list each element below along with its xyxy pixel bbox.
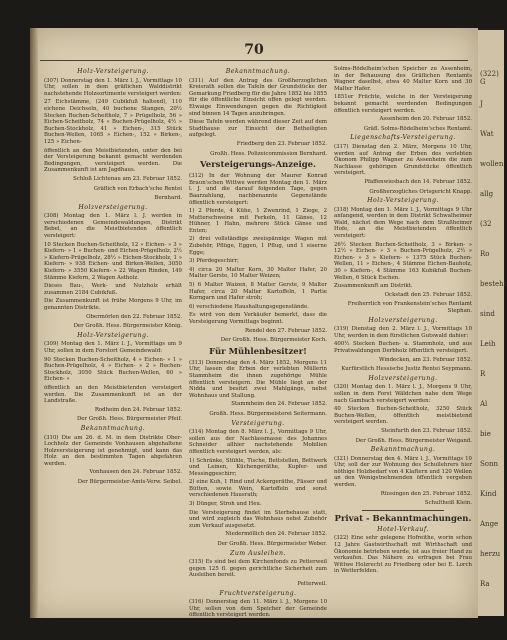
notice-paragraph: 3) Pferdegeschirr;	[189, 258, 239, 265]
signature-line: Der Großh. Hess. Bürgermeister Weigand.	[355, 437, 472, 444]
signature-line: Stammheim den 24. Februar 1852.	[231, 401, 327, 408]
signature-line: Großh. Hess. Bürgermeisterei Seitermann.	[209, 410, 327, 417]
notice-paragraph: 4) circa 20 Malter Korn, 30 Malter Hafer, 20 Malter Gerste, 10 Malter Weizen;	[189, 266, 327, 280]
notice-paragraph: (318) Montag den 1. März l. J., Vormittags 9 Uhr anfangend, werden in dem Distrikt Schwalheimer Wald, nächst dem Wege nach dem Straßheimer Hofe, an die Meistbietenden öffentlich versteigert:	[334, 206, 472, 240]
adjacent-page-fragment: Ange	[480, 520, 499, 528]
adjacent-page-fragment: Wat	[480, 130, 494, 138]
signature-line: Der Bürgermeister-Amts-Verw. Seibel.	[77, 479, 182, 486]
signature-line: Petterweil.	[297, 581, 327, 587]
signature-line: Gräflich von Erbach'sche Rentei	[93, 185, 182, 192]
notice-paragraph: Die Versteigerung findet im Sterbehause statt, und wird zugleich das Wohnhaus nebst Zubehör zum Verkauf ausgesetzt.	[189, 509, 327, 529]
section-heading: Bekanntmachung.	[370, 446, 436, 454]
notice-paragraph: Es wird von dem Verkäufer bemerkt, dass die Versteigerung Vormittags beginnt.	[189, 312, 327, 325]
adjacent-page-fragment: (322) G	[480, 70, 499, 86]
notice-paragraph: Diese Tafeln werden während dieser Zeit auf dem Stadthause zur Einsicht der Betheiligten aufgelegt.	[189, 119, 327, 139]
signature-line: Pfaffenwiesbach den 14. Februar 1852.	[364, 178, 472, 185]
signature-line: Steinfurth den 23. Februar 1852.	[381, 427, 472, 434]
signature-line: Freiherrlich von Frankenstein'sches Rentamt Stephan.	[347, 301, 472, 314]
adjacent-page-fragment: R	[480, 370, 486, 378]
section-heading: Holz-Versteigerung.	[367, 197, 439, 205]
section-heading: Holz-Versteigerung.	[77, 331, 149, 339]
column-right	[334, 66, 472, 610]
notice-paragraph: Dieses Bau-, Werk- und Nutzholz erhält zusammen 2184 Cubikfuß.	[44, 283, 182, 296]
adjacent-page-fragment: Kind	[480, 490, 497, 498]
signature-line: Großh. Hess. Polizeicommission Bernhard.	[210, 150, 327, 157]
newspaper-page	[30, 28, 478, 618]
adjacent-page-fragment: (32	[480, 220, 492, 228]
signature-line: Niedermöllich den 24. Februar 1852.	[225, 531, 327, 538]
notice-paragraph: (317) Dienstag den 2. März, Morgens 10 Uhr, werden auf Antrag der Erben des verlebten Ökonom Philipp Wagner zu Assenheim die zum Nachlasse gehörigen Grundstücke öffentlich versteigert.	[334, 143, 472, 177]
section-heading: Liegenschafts-Versteigerung.	[350, 134, 456, 142]
section-heading: Bekanntmachung.	[225, 68, 291, 75]
notice-paragraph: öffentlich an den Meistbietenden, unter den bei der Versteigerung bekannt gemacht werdenden Bedingungen, versteigert werden. Die Zusammenkunft ist am Jagdhaus.	[44, 147, 182, 174]
notice-paragraph: (319) Dienstag den 2. März l. J., Vormittags 10 Uhr, werden in dem fürstlichen Gutswald dahier:	[334, 326, 472, 339]
notice-paragraph: (309) Montag den 1. März l. J., Vormittags um 9 Uhr, sollen in dem Forstort Gemeindewald:	[44, 341, 182, 354]
section-heading: Zum Ausleihen.	[230, 549, 286, 557]
notice-paragraph: 1) Schränke, Stühle, Tische, Bettstellen, Bettwerk und Leinen, Küchengeräthe, Kupfer- und Messinggeschirr;	[189, 457, 327, 477]
adjacent-page-fragment: Leih	[480, 340, 496, 348]
notice-paragraph: (320) Montag den 1. März l. J., Morgens 9 Uhr, sollen in dem Forst Wäldchen nahe dem Wege nach Gambach versteigert werden:	[334, 384, 472, 404]
page-spine	[30, 28, 38, 618]
notice-paragraph: (310) Die am 26. d. M. in dem Distrikte Ober-Lochholz der Gemeinde Vonhausen abgehaltene Holzversteigerung ist genehmigt, und kann das Holz an den bestimmten Tagen abgefahren werden.	[44, 434, 182, 467]
adjacent-page-fragment: bie	[480, 430, 491, 438]
section-heading: Holzversteigerung.	[368, 316, 438, 324]
adjacent-page-fragment: J	[480, 100, 483, 108]
adjacent-page-fragment: Ro	[480, 250, 490, 258]
notice-paragraph: Solms-Rödelheim'schen Speicher zu Assenheim, in der Behausung des Gräflichen Rentamts Wagner daselbst, etwa 40 Malter Korn und 30 Malter Hafer.	[334, 66, 472, 92]
adjacent-page-fragment: besteht	[480, 280, 507, 288]
text-columns	[44, 66, 472, 619]
notice-paragraph: (316) Donnerstag den 11. März l. J., Morgens 10 Uhr, sollen von dem Speicher der Gemeinde öffentlich versteigert werden.	[189, 599, 327, 619]
major-heading: Versteigerungs-Anzeige.	[199, 160, 317, 171]
column-middle	[189, 66, 327, 619]
signature-line: Gräfl. Solms-Rödelheim'sches Rentamt.	[363, 125, 472, 132]
signature-line: Kurfürstlich Hessische Justiz Rentei Seypmann.	[341, 366, 472, 373]
notice-paragraph: (321) Donnerstag den 4. März l. J., Vormittags 10 Uhr, soll der zur Wohnung des Schullehrers hier nöthige Holzbedarf von 4 Klaftern und 120 Wellen an den Wenigstnehmenden öffentlich vergeben werden.	[334, 455, 472, 489]
signature-line: Rodheim den 24. Februar 1852.	[94, 406, 182, 413]
notice-paragraph: 26½ Stecken Buchen-Scheitholz, 3 » Birken- » 12½ » Eichen- » 3 » Buchen-Prügelholz, 2½ » Eichen- » 3 » Kiefern- » 1375 Stück Buchen-Wellen, 11 » Eichen-, 4 Stämme Eichen-Bauholz, 30 » Kiefern-, 4 Stämme 163 Kubikfuß Buchen-Wellen, 6 Stück Eschen.	[334, 241, 472, 281]
signature-line: Der Großh. Hess. Bürgermeister Koch.	[220, 337, 327, 344]
section-heading: Holzversteigerung.	[78, 203, 148, 211]
signature-line: Schloß Lichtenau am 23. Februar 1852.	[73, 175, 182, 182]
notice-paragraph: 2) eine Kuh, 1 Rind und Ackergeräthe, Fässer und Bütten, sowie Wein, Kartoffeln und sonst verschiedenen Hausrath;	[189, 479, 327, 499]
notice-paragraph: 6) verschiedene Haushaltungsgegenstände.	[189, 303, 309, 310]
signature-line: Windecken, am 23. Februar 1852.	[378, 356, 472, 363]
notice-paragraph: (311) Auf den Antrag des Großherzoglichen Kreisrath sollen die Tafeln der Grundstücke der Gemarkung Friedberg für die Jahre 1852 bis 1855 für die öffentliche Einsicht offen gelegt werden. Etwaige Einwendungen gegen die Richtigkeit sind binnen 14 Tagen anzubringen.	[189, 77, 327, 117]
signature-line: Rendel den 27. Februar 1852.	[245, 327, 327, 334]
signature-line: Großherzogliches Ortsgericht Knapp.	[369, 188, 472, 195]
section-heading: Hotel-Verkauf.	[377, 525, 429, 533]
page-number: 70	[244, 42, 264, 58]
notice-paragraph: 1851er Früchte, welche in der Versteigerung bekannt gemacht werdenden Bedingungen öffentlich versteigert werden.	[334, 94, 472, 114]
section-heading: Holz-Versteigerung.	[77, 68, 149, 75]
notice-paragraph: 1) 2 Pferde, 4 Kühe, 1 Zwenrind, 1 Ziege, 2 Mutterschweine mit Ferkeln, 11 Gänse, 12 Hühner, 1 Hahn, mehrere Stück Gänse und Enten;	[189, 208, 327, 234]
notice-paragraph: (312) In der Wohnung der Maurer Konrad Braun'schen Wittwe werden Montag den 1. März l. J. und die darauf folgenden Tage, gegen Baarzahlung, nachbenannte Gegenstände öffentlich versteigert:	[189, 173, 327, 206]
adjacent-page-fragment: Ra	[480, 580, 490, 588]
signature-line: Obermörlen den 22. Februar 1852.	[86, 313, 182, 320]
notice-paragraph: (308) Montag den 1. März l. J. werden in verschiedenen Gemeindewaldungen, Distrikt Bebel, an die Meistbietenden öffentlich versteigert:	[44, 213, 182, 240]
column-left	[44, 66, 182, 610]
section-heading: Bekanntmachung.	[80, 424, 146, 432]
adjacent-page-fragment: sind	[480, 310, 495, 318]
section-heading: Holzversteigerung.	[368, 374, 438, 382]
signature-line: Der Großh. Hess. Bürgermeister Pfeif.	[76, 416, 182, 423]
signature-line: Ockstadt den 25. Februar 1852.	[384, 291, 472, 298]
section-heading: Fruchtversteigerung.	[219, 589, 297, 597]
notice-paragraph: 400½ Stecken Buchen- u. Stammholz, und aus Privatwaldungen Derbholz öffentlich versteigert.	[334, 341, 472, 354]
section-heading: Versteigerung.	[231, 419, 285, 427]
notice-paragraph: 10 Stecken Buchen-Scheitholz, 12 » Eichen- » 3 » Kiefern- » 1 » Buchen- und Eichen-Prügelholz, 2½ » Kiefern-Prügelholz, 28½ » Eichen-Stockholz, 1 » Kiefern- » 938 Eichen- und Birken-Wellen, 3050 Kiefern- » 3550 Kiefern- » 22 Wagen Rinden, 149 Stämme Kiefern, 2 Wagen Astholz.	[44, 241, 182, 281]
adjacent-page-fragment: allg	[480, 190, 494, 198]
notice-paragraph: öffentlich an den Meistbietenden versteigert werden. Die Zusammenkunft ist an der Landstraße.	[44, 384, 182, 405]
page-header	[40, 42, 468, 61]
signature-line: Der Großh. Hess. Bürgermeister König.	[73, 323, 182, 330]
notice-paragraph: Die Zusammenkunft ist frühe Morgens 9 Uhr, im genannten Distrikte.	[44, 298, 182, 311]
notice-paragraph: (315) Es sind bei dem Kirchenfonds zu Petterweil gegen 125 fl. gegen gerichtliche Sicherheit zum Ausleihen bereit.	[189, 559, 327, 579]
adjacent-page-fragment: herzu	[480, 550, 501, 558]
notice-paragraph: (322) Eine sehr gelegene Hofreithe, worin schon 12 Jahre Gastwirthschaft mit Wirthschaft und Ökonomie betrieben wurde, ist aus freier Hand zu verkaufen. Das Nähere zu erfragen bei Frau Wittwe Holzrecht zu Friedberg oder bei E. Lorch in Wetterfelden.	[334, 535, 472, 575]
signature-line: Rüssingen den 25. Februar 1852.	[380, 490, 472, 497]
signature-line: Assenheim den 20. Februar 1852.	[379, 116, 472, 123]
adjacent-page-fragment: Al	[480, 400, 488, 408]
notice-paragraph: 3) Dünger, Stroh und Heu.	[189, 501, 262, 508]
notice-paragraph: 2) drei vollständige zweispännige Wagen mit Zubehör, Pflüge, Eggen, 1 Pflug, und 1 eiserne Egge;	[189, 236, 327, 256]
adjacent-page-edge	[478, 30, 507, 616]
adjacent-page-fragment: Sonn	[480, 460, 499, 468]
notice-paragraph: (314) Montag den 8. März l. J., Vormittags 9 Uhr, sollen aus der Nachlassmasse des Johannes Schneider allhier nachstehende Mobilien öffentlich versteigert werden, als:	[189, 429, 327, 455]
notice-paragraph: 5) 6 Malter Waizen, 8 Malter Gerste, 9 Malter Hafer, circa 20 Malter Kartoffeln, 1 Partie Korngarn und Hafer stroh;	[189, 282, 327, 302]
signature-line: Schultheiß Klein.	[424, 500, 472, 507]
signature-line: Der Großh. Hess. Bürgermeister Weber.	[217, 541, 327, 548]
signature-line: Friedberg den 23. Februar 1852.	[236, 140, 327, 147]
divider	[362, 510, 445, 511]
notice-paragraph: (313) Donnerstag den 4. März 1852, Morgens 11 Uhr, lassen die Erben der verlebten Müllerin Stammheim die ihnen zugehörige Mühle öffentlich versteigern. Die Mühle liegt an der Nidda und besitzt zwei Mahlgänge, nebst Wohnhaus und Stallung.	[189, 359, 327, 399]
notice-paragraph: (307) Donnerstag den 1. März l. J., Vormittags 10 Uhr, sollen in dem gräflichen Walddistrikt nachstehende Holzsortimente versteigert werden:	[44, 77, 182, 97]
notice-paragraph: 90 Stecken Buchen-Scheitholz, 4 » Eichen- » 1 » Buchen-Prügelholz, 4 » Eichen- » 2 » Buchen-Stockholz, 3050 Stück Buchen-Wellen, 60 » Eichen- »	[44, 356, 182, 383]
adjacent-page-fragment: wollen	[480, 160, 504, 168]
major-heading: Für Mühlenbesitzer!	[209, 346, 307, 357]
signature-line: Bernhard.	[154, 195, 182, 202]
notice-paragraph: Zusammenkunft am Distrikt.	[334, 283, 413, 290]
signature-line: Vonhausen den 24. Februar 1852.	[89, 469, 182, 476]
notice-paragraph: 40 Stecken Buchen-Scheitholz, 3250 Stück Buchen-Wellen, öffentlich meistbietend versteigert werden.	[334, 406, 472, 426]
notice-paragraph: 27 Eichstämme, (249 Cubikfuß haltend), 110 eichene Deichseln, 40 buchene Stangen, 20½ Stecken Buchen-Scheitholz, 7 » Prügelholz, 56 » Eichen-Scheitholz, 74 » Buchen-Prügelholz, 4½ » Buchen-Stockholz, 41 » Eichen-, 315 Stück Buchen-Wellen, 1065 » Eichen-, 152 » Birken-, 125 » Eichen-	[44, 99, 182, 145]
major-heading: Privat - Bekanntmachungen.	[334, 513, 472, 524]
